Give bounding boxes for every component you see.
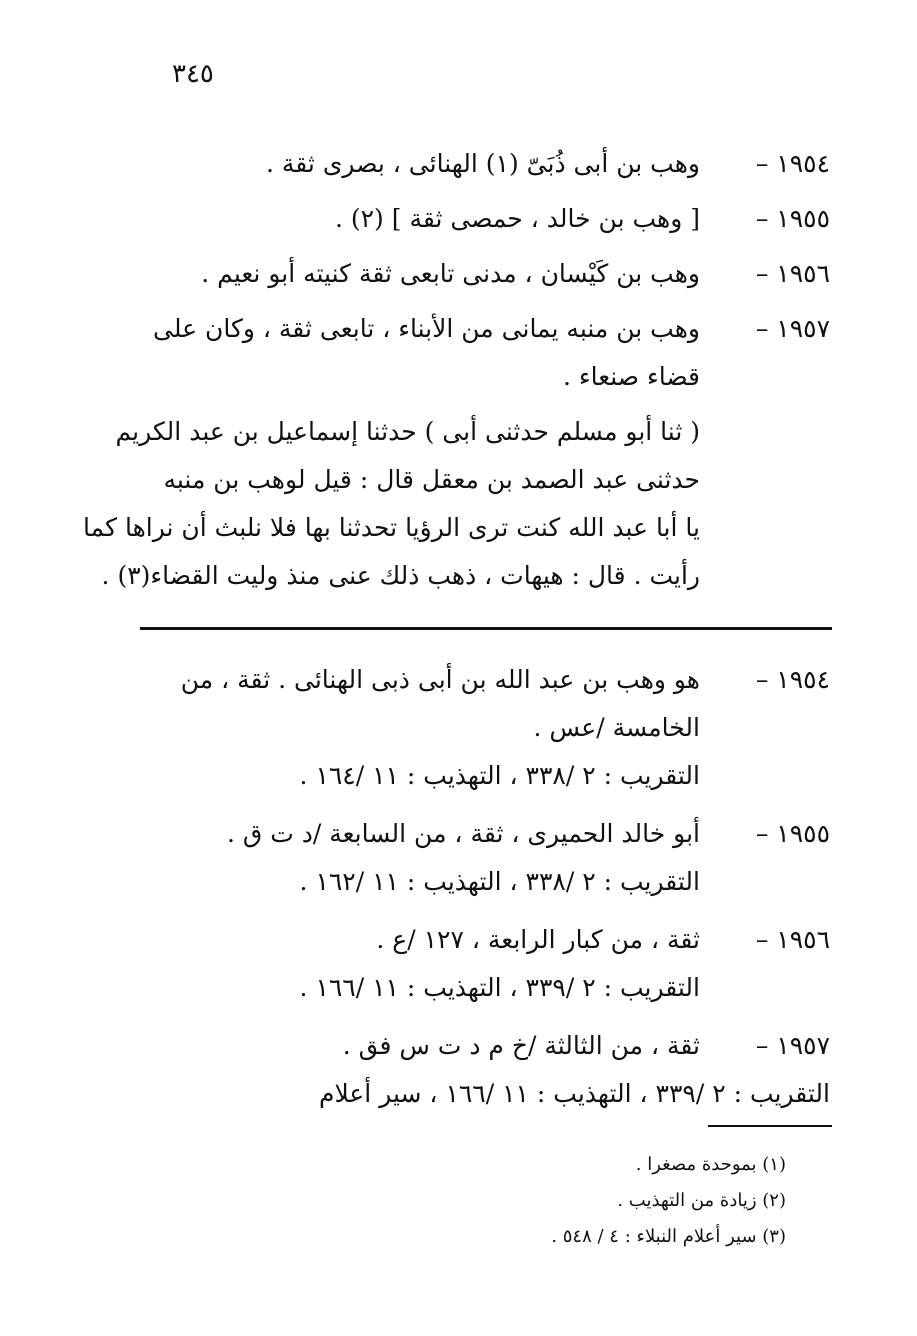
annotation-section xyxy=(138,656,830,1128)
entry-text: [ وهب بن خالد ، حمصى ثقة ] (٢) . xyxy=(334,204,700,233)
quote-line: حدثنى عبد الصمد بن معقل قال : قيل لوهب بن منبه xyxy=(163,465,700,494)
note-line: ثقة ، من الثالثة /خ م د ت س فق . xyxy=(342,1031,700,1060)
note-number: ١٩٥٦ – xyxy=(755,925,830,954)
entry-number: ١٩٥٥ – xyxy=(755,204,830,233)
footnotes xyxy=(400,1147,786,1255)
quote-line: يا أبا عبد الله كنت ترى الرؤيا تحدثنا بها فلا نلبث أن نراها كما xyxy=(83,513,700,542)
note-line: أبو خالد الحميرى ، ثقة ، من السابعة /د ت ق . xyxy=(226,819,700,848)
note-line: التقريب : ٢ /٣٣٨ ، التهذيب : ١١ /١٦٢ . xyxy=(299,867,700,896)
note-1955 xyxy=(138,810,830,906)
entry-number: ١٩٥٦ – xyxy=(755,259,830,288)
footnote-divider xyxy=(708,1125,832,1127)
note-1956 xyxy=(138,916,830,1012)
quote-line: رأيت . قال : هيهات ، ذهب ذلك عنى منذ وليت القضاء(٣) . xyxy=(101,561,700,590)
page-number: ٣٤٥ xyxy=(172,59,214,89)
entry-text: وهب بن أبى ذُبَىّ (١) الهنائى ، بصرى ثقة . xyxy=(265,149,700,178)
entry-1955 xyxy=(138,195,830,243)
quote-block xyxy=(83,408,830,600)
entry-number: ١٩٥٧ – xyxy=(755,314,830,343)
note-number: ١٩٥٧ – xyxy=(755,1031,830,1060)
note-1954 xyxy=(138,656,830,800)
entry-text: وهب بن كَيْسان ، مدنى تابعى ثقة كنيته أبو نعيم . xyxy=(201,259,700,288)
note-line: التقريب : ٢ /٣٣٩ ، التهذيب : ١١ /١٦٦ ، سير أعلام xyxy=(318,1079,830,1108)
entry-text: وهب بن منبه يمانى من الأبناء ، تابعى ثقة ، وكان على قضاء صنعاء . xyxy=(153,314,700,391)
note-line: التقريب : ٢ /٣٣٨ ، التهذيب : ١١ /١٦٤ . xyxy=(299,761,700,790)
note-line: التقريب : ٢ /٣٣٩ ، التهذيب : ١١ /١٦٦ . xyxy=(299,973,700,1002)
entry-1957 xyxy=(138,305,830,401)
note-1957 xyxy=(138,1022,830,1118)
main-text xyxy=(83,140,830,600)
note-line: ثقة ، من كبار الرابعة ، ١٢٧ /ع . xyxy=(376,925,700,954)
note-number: ١٩٥٥ – xyxy=(755,819,830,848)
footnote: (١) بموحدة مصغرا . xyxy=(635,1154,786,1175)
footnote: (٣) سير أعلام النبلاء : ٤ / ٥٤٨ . xyxy=(551,1226,786,1247)
footnote: (٢) زيادة من التهذيب . xyxy=(617,1190,786,1211)
section-divider xyxy=(140,627,832,630)
note-number: ١٩٥٤ – xyxy=(755,665,830,694)
entry-number: ١٩٥٤ – xyxy=(755,149,830,178)
entry-1956 xyxy=(138,250,830,298)
note-line: هو وهب بن عبد الله بن أبى ذبى الهنائى . ثقة ، من الخامسة /عس . xyxy=(180,665,700,742)
quote-line: ( ثنا أبو مسلم حدثنى أبى ) حدثنا إسماعيل بن عبد الكريم xyxy=(115,417,700,446)
entry-1954 xyxy=(138,140,830,188)
